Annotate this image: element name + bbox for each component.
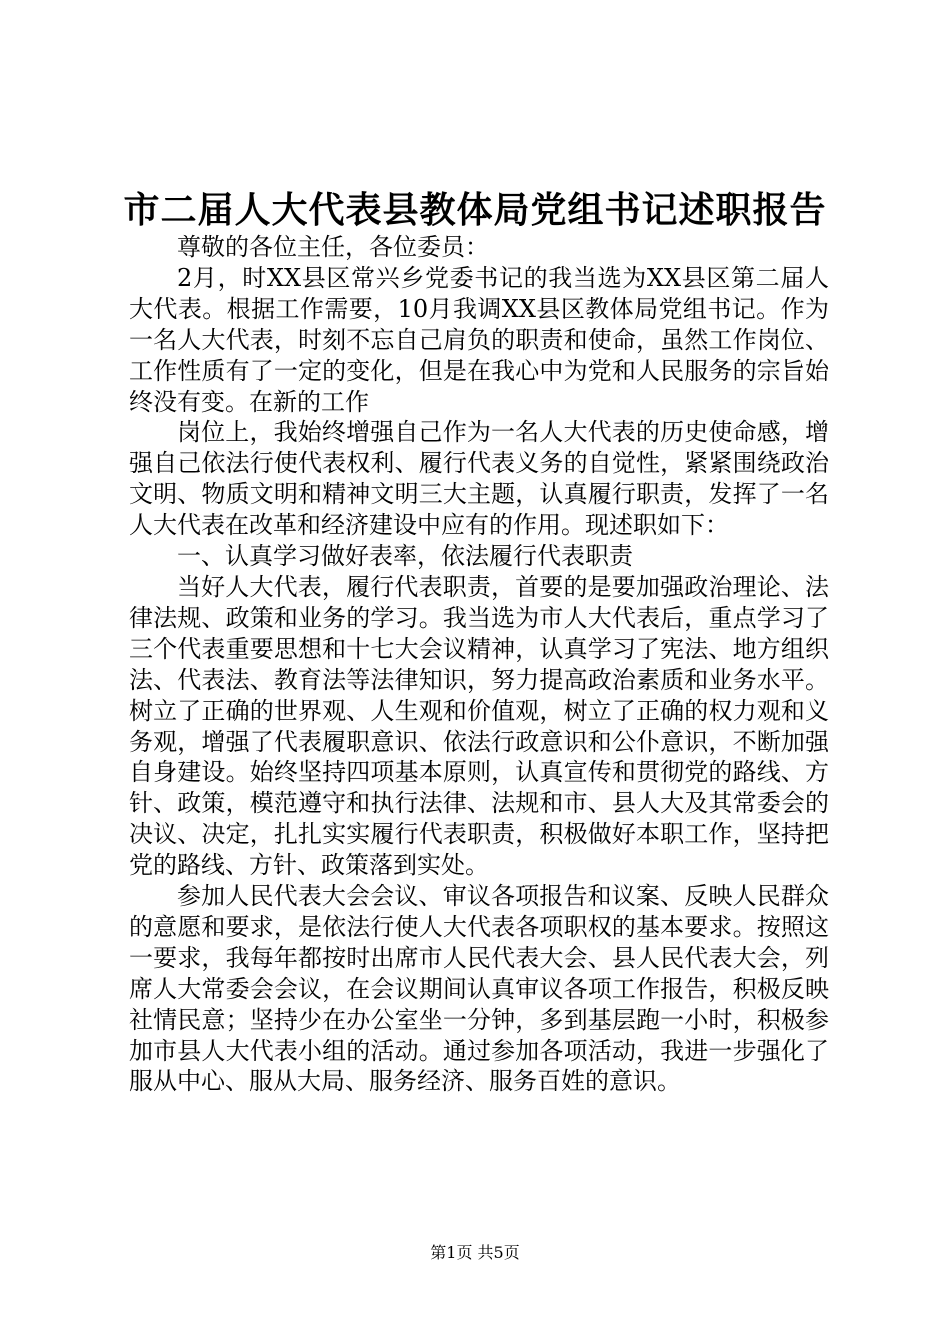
document-body	[129, 232, 829, 1097]
study-paragraph: 当好人大代表，履行代表职责，首要的是要加强政治理论、法律法规、政策和业务的学习。我当选为市人大代表后，重点学习了三个代表重要思想和十七大会议精神，认真学习了宪法、地方组织法、代表法、教育法等法律知识，努力提高政治素质和业务水平。树立了正确的世界观、人生观和价值观，树立了正确的权力观和义务观，增强了代表履职意识、依法行政意识和公仆意识，不断加强自身建设。始终坚持四项基本原则，认真宣传和贯彻党的路线、方针、政策，模范遵守和执行法律、法规和市、县人大及其常委会的决议、决定，扎扎实实履行代表职责，积极做好本职工作，坚持把党的路线、方针、政策落到实处。	[129, 572, 829, 880]
section-heading: 一、认真学习做好表率，依法履行代表职责	[177, 542, 633, 571]
mission-paragraph: 岗位上，我始终增强自己作为一名人大代表的历史使命感，增强自己依法行使代表权利、履行代表义务的自觉性，紧紧围绕政治文明、物质文明和精神文明三大主题，认真履行职责，发挥了一名人大代表在改革和经济建设中应有的作用。现述职如下：	[129, 418, 829, 540]
meeting-paragraph: 参加人民代表大会会议、审议各项报告和议案、反映人民群众的意愿和要求，是依法行使人大代表各项职权的基本要求。按照这一要求，我每年都按时出席市人民代表大会、县人民代表大会，列席人大常委会会议，在会议期间认真审议各项工作报告，积极反映社情民意；坚持少在办公室坐一分钟，多到基层跑一小时，积极参加市县人大代表小组的活动。通过参加各项活动，我进一步强化了服从中心、服从大局、服务经济、服务百姓的意识。	[129, 882, 829, 1096]
document-title: 市二届人大代表县教体局党组书记述职报告	[123, 189, 827, 231]
salutation-paragraph: 尊敬的各位主任，各位委员：	[177, 233, 489, 261]
page-number-footer: 第1页 共5页	[430, 1243, 520, 1262]
intro-paragraph: 2月，时XX县区常兴乡党委书记的我当选为XX县区第二届人大代表。根据工作需要，10月我调XX县区教体局党组书记。作为一名人大代表，时刻不忘自己肩负的职责和使命，虽然工作岗位、工作性质有了一定的变化，但是在我心中为党和人民服务的宗旨始终没有变。在新的工作	[129, 263, 829, 416]
